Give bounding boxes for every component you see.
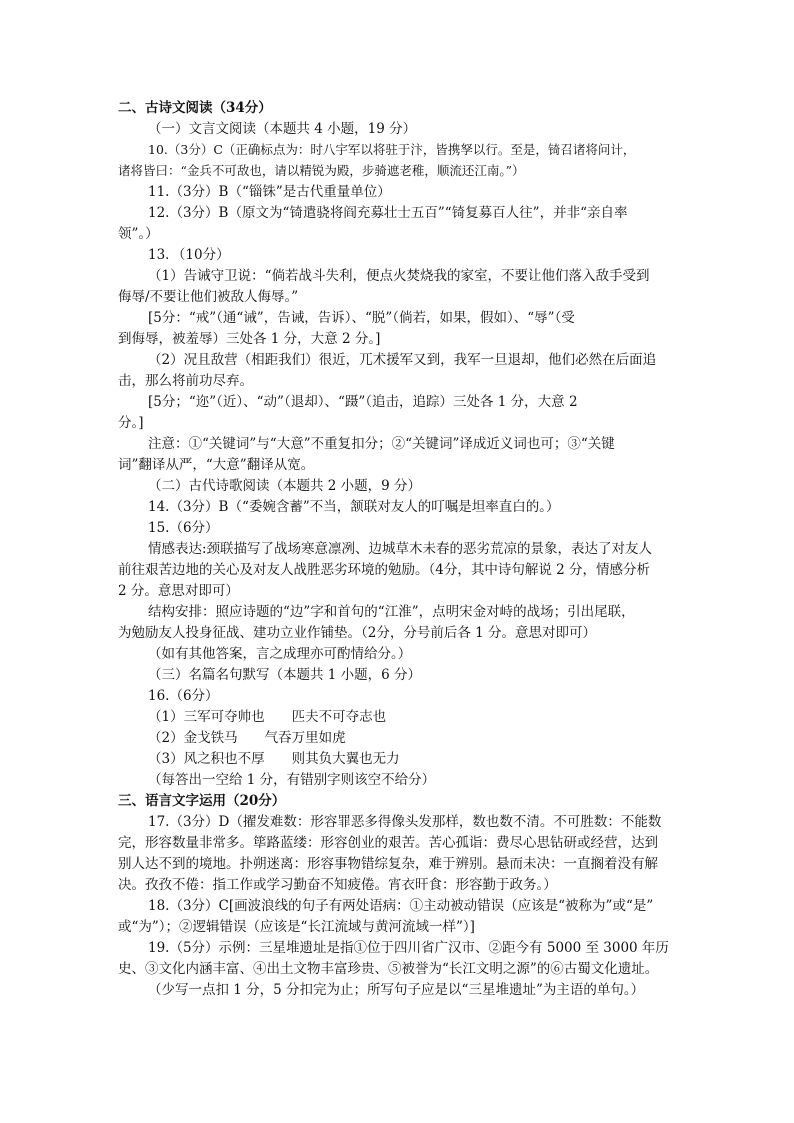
answer-line: （2）金戈铁马 气吞万里如虎 bbox=[148, 730, 346, 746]
answer-line: [5分：“戒”（通“诫”，告诫，告诉）、“脱”（倘若，如果，假如）、“辱”（受 bbox=[148, 310, 575, 326]
answer-line: （每答出一空给 1 分，有错别字则该空不给分） bbox=[148, 772, 436, 788]
answer-line: [5分；“迩”（近）、“动”（退却）、“蹑”（追击，追踪）三处各 1 分，大意 2 bbox=[148, 394, 578, 410]
answer-line: 19.（5分）示例：三星堆遗址是指①位于四川省广汉市、②距今有 5000 至 3000 年历 bbox=[148, 940, 669, 956]
answer-line: 诸将皆曰：“金兵不可敌也，请以精锐为殿，步骑遮老稚，顺流还江南。”） bbox=[118, 163, 525, 178]
answer-line: 12.（3分）B（原文为“锜遣骁将阎充募壮士五百”“锜复募百人往”，并非“亲自率 bbox=[148, 205, 628, 221]
answer-line: 击，那么将前功尽弃。 bbox=[118, 373, 253, 389]
answer-line: （1）三军可夺帅也 匹夫不可夺志也 bbox=[148, 709, 387, 725]
answer-line: 领”。） bbox=[118, 226, 159, 242]
answer-line: 前往艰苦边地的关心及对友人战胜恶劣环境的勉励。（4分，其中诗句解说 2 分，情感分析 bbox=[118, 562, 651, 578]
answer-line: 10.（3分）C（正确标点为：时八宇军以将驻于汴，皆携孥以行。至是，锜召诸将问计， bbox=[148, 142, 636, 157]
answer-line: 词”翻译从严，“大意”翻译从宽。 bbox=[118, 457, 315, 473]
answer-line: 15.（6分） bbox=[148, 520, 219, 536]
answer-line: 到侮辱，被羞辱）三处各 1 分，大意 2 分。] bbox=[118, 331, 381, 347]
answer-line: 侮辱/不要让他们被敌人侮辱。” bbox=[118, 289, 299, 305]
answer-line: 决。孜孜不倦：指工作或学习勤奋不知疲倦。宵衣旰食：形容勤于政务。） bbox=[118, 877, 557, 893]
answer-line: 情感表达:颈联描写了战场寒意凛冽、边城草木未春的恶劣荒凉的景象，表达了对友人 bbox=[148, 541, 653, 557]
section-heading-language-use: 三、语言文字运用（20分） bbox=[118, 793, 286, 809]
answer-line: 或“为”）；②逻辑错误（应该是“长江流域与黄河流域一样”）] bbox=[118, 919, 475, 935]
answer-line: 18.（3分）C[画波浪线的句子有两处语病：①主动被动错误（应该是“被称为”或“是” bbox=[148, 898, 654, 914]
section-heading-classical-reading: 二、古诗文阅读（34分） bbox=[118, 100, 272, 116]
answer-line: 14.（3分）B（“委婉含蓄”不当，颔联对友人的叮嘱是坦率直白的。） bbox=[148, 499, 560, 515]
answer-line: （2）况且敌营（相距我们）很近，兀术援军又到，我军一旦退却，他们必然在后面追 bbox=[148, 352, 657, 368]
answer-line: 为勉励友人投身征战、建功立业作铺垫。（2分，分号前后各 1 分。意思对即可） bbox=[118, 625, 597, 641]
answer-line: 16.（6分） bbox=[148, 688, 219, 704]
answer-line: 别人达不到的境地。扑朔迷离：形容事物错综复杂，难于辨别。悬而未决：一直搁着没有解 bbox=[118, 856, 658, 872]
answer-line: 完，形容数量非常多。筚路蓝缕：形容创业的艰苦。苦心孤诣：费尽心思钻研或经营，达到 bbox=[118, 835, 658, 851]
answer-line: 2 分。意思对即可） bbox=[118, 583, 239, 599]
answer-line: 11.（3分）B（“锱铢”是古代重量单位） bbox=[148, 184, 391, 200]
answer-line: 注意：①“关键词”与“大意”不重复扣分；②“关键词”译成近义词也可；③“关键 bbox=[148, 436, 615, 452]
answer-line: 17.（3分）D（擢发难数：形容罪恶多得像头发那样，数也数不清。不可胜数：不能数 bbox=[148, 814, 662, 830]
subsection-heading-poetry: （二）古代诗歌阅读（本题共 2 小题，9 分） bbox=[148, 478, 422, 494]
answer-line: 史、③文化内涵丰富、④出土文物丰富珍贵、⑤被誉为“长江文明之源”的⑥古蜀文化遗址。 bbox=[118, 961, 659, 977]
answer-line: （3）风之积也不厚 则其负大翼也无力 bbox=[148, 751, 400, 767]
subsection-heading-classical-prose: （一）文言文阅读（本题共 4 小题，19 分） bbox=[148, 121, 417, 137]
answer-line: （如有其他答案，言之成理亦可酌情给分。） bbox=[148, 646, 412, 662]
subsection-heading-famous-lines: （三）名篇名句默写（本题共 1 小题，6 分） bbox=[148, 667, 422, 683]
answer-line: （少写一点扣 1 分，5 分扣完为止；所写句子应是以“三星堆遗址”为主语的单句。） bbox=[148, 982, 645, 998]
answer-line: 分。] bbox=[118, 415, 144, 431]
answer-line: 13．（10分） bbox=[148, 247, 230, 263]
answer-line: （1）告诫守卫说：“倘若战斗失利，便点火焚烧我的家室，不要让他们落入敌手受到 bbox=[148, 268, 650, 284]
answer-line: 结构安排：照应诗题的“边”字和首句的“江淮”，点明宋金对峙的战场；引出尾联， bbox=[148, 604, 635, 620]
